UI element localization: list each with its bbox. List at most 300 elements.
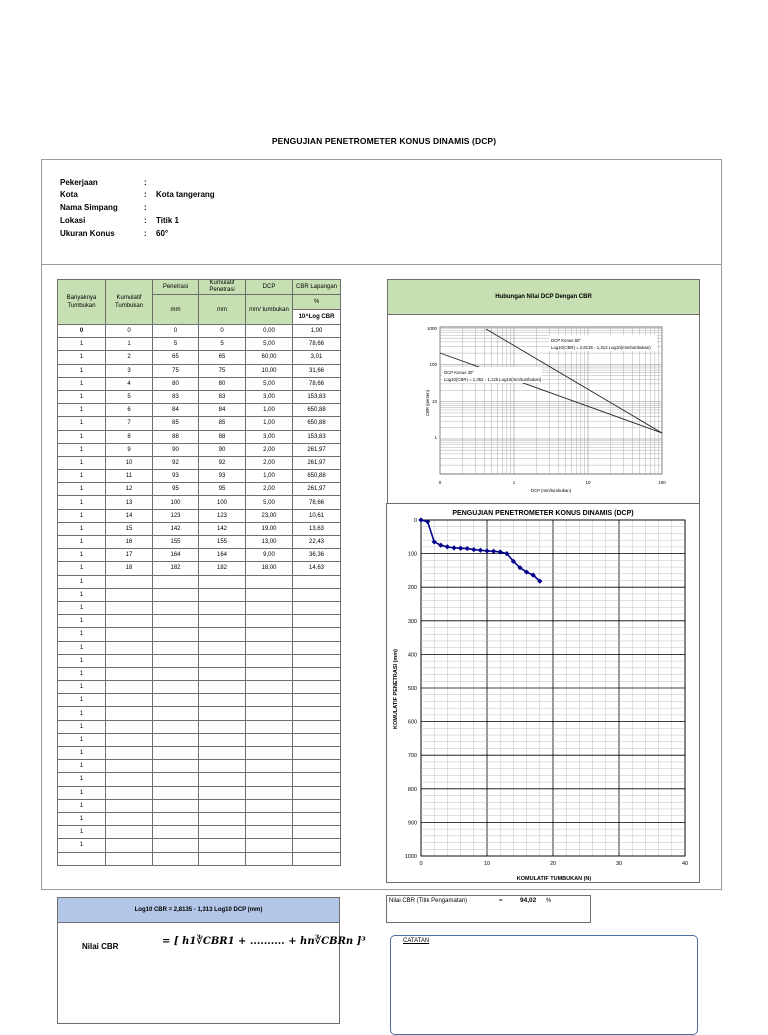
table-cell: 18: [106, 562, 153, 575]
table-cell: [106, 812, 153, 825]
table-cell: 0: [58, 325, 106, 338]
project-info-box: [41, 159, 722, 265]
table-cell: 1: [58, 377, 106, 390]
table-row: [58, 615, 341, 628]
table-cell: [153, 852, 199, 865]
table-cell: 1: [58, 694, 106, 707]
table-cell: [106, 707, 153, 720]
table-cell: 123: [199, 509, 246, 522]
correlation-heading: Hubungan Nilai DCP Dengan CBR: [388, 280, 699, 315]
table-cell: [293, 707, 341, 720]
table-cell: [293, 799, 341, 812]
table-cell: [153, 733, 199, 746]
header-cbr: CBR Lapangan: [293, 280, 341, 295]
table-cell: [199, 588, 246, 601]
x-tick-label: 0: [419, 861, 423, 867]
table-cell: 1: [58, 404, 106, 417]
table-cell: [153, 799, 199, 812]
y-tick-label: 100: [407, 551, 417, 558]
info-label: Kota: [60, 190, 78, 199]
table-cell: 182: [153, 562, 199, 575]
table-cell: 1: [58, 681, 106, 694]
frame-left-line: [41, 265, 42, 890]
table-cell: [199, 628, 246, 641]
table-cell: 182: [199, 562, 246, 575]
table-cell: [106, 588, 153, 601]
table-row: [58, 826, 341, 839]
table-cell: 1: [58, 786, 106, 799]
table-cell: [153, 588, 199, 601]
header-dcp: DCP: [246, 280, 293, 295]
table-cell: 85: [153, 417, 199, 430]
table-cell: 13,00: [246, 536, 293, 549]
cbr-result-value: 94,02: [520, 897, 537, 904]
table-cell: 5: [199, 338, 246, 351]
table-row: [58, 483, 341, 496]
table-cell: [106, 628, 153, 641]
table-cell: [199, 720, 246, 733]
info-colon: :: [144, 178, 147, 187]
table-cell: [199, 667, 246, 680]
table-cell: 1: [58, 812, 106, 825]
table-cell: 164: [153, 549, 199, 562]
table-row: [58, 417, 341, 430]
y-tick-label: 700: [407, 753, 417, 760]
table-cell: 261,97: [293, 483, 341, 496]
table-cell: [199, 799, 246, 812]
table-cell: [246, 720, 293, 733]
table-row: [58, 536, 341, 549]
table-cell: [293, 694, 341, 707]
x-tick-label: 30: [615, 861, 623, 867]
table-cell: [246, 733, 293, 746]
table-cell: [293, 628, 341, 641]
info-colon: :: [144, 190, 147, 199]
table-cell: [199, 786, 246, 799]
table-cell: 142: [199, 522, 246, 535]
table-cell: 1: [58, 707, 106, 720]
table-cell: 93: [199, 470, 246, 483]
table-cell: 1: [106, 338, 153, 351]
table-cell: [153, 773, 199, 786]
table-cell: [246, 654, 293, 667]
table-row: [58, 628, 341, 641]
header-banyaknya: Banyaknya Tumbukan: [58, 280, 106, 325]
table-cell: 5: [153, 338, 199, 351]
corr-y-label: CBR (persen): [425, 389, 430, 417]
corr-y-tick: 1000: [426, 326, 437, 331]
table-row: [58, 562, 341, 575]
table-cell: [153, 641, 199, 654]
table-cell: [106, 773, 153, 786]
table-cell: [246, 747, 293, 760]
table-cell: 155: [199, 536, 246, 549]
corr-y-tick: 100: [429, 362, 437, 367]
y-tick-label: 800: [407, 786, 417, 793]
table-cell: 92: [199, 456, 246, 469]
corr-y-tick: 1: [434, 435, 437, 440]
table-cell: 1: [58, 601, 106, 614]
table-cell: 2,00: [246, 456, 293, 469]
table-row: [58, 404, 341, 417]
table-cell: [293, 615, 341, 628]
table-cell: 155: [153, 536, 199, 549]
table-cell: [293, 733, 341, 746]
table-cell: [246, 601, 293, 614]
cone-30-equation: Log10(CBR) = 1,352 - 1,125 Log10(mm/tumbukan): [444, 377, 542, 382]
table-cell: [246, 628, 293, 641]
table-row: [58, 522, 341, 535]
correlation-chart: [388, 315, 699, 511]
table-row: [58, 456, 341, 469]
table-cell: [246, 839, 293, 852]
table-cell: 153,83: [293, 390, 341, 403]
table-cell: 22,43: [293, 536, 341, 549]
table-row: [58, 852, 341, 865]
table-cell: 14,63: [293, 562, 341, 575]
table-row: [58, 338, 341, 351]
table-row: [58, 694, 341, 707]
header-kum-penetrasi-unit: mm: [199, 295, 246, 325]
table-cell: [153, 786, 199, 799]
table-row: [58, 641, 341, 654]
table-cell: 80: [199, 377, 246, 390]
table-cell: [293, 839, 341, 852]
table-cell: 8: [106, 430, 153, 443]
table-row: [58, 681, 341, 694]
table-cell: [246, 786, 293, 799]
table-row: [58, 377, 341, 390]
table-cell: 85: [199, 417, 246, 430]
table-cell: 1: [58, 615, 106, 628]
table-cell: [106, 681, 153, 694]
table-cell: 5,00: [246, 496, 293, 509]
table-row: [58, 773, 341, 786]
notes-title: CATATAN: [403, 938, 430, 944]
table-cell: 88: [153, 430, 199, 443]
cbr-result-equals: =: [499, 898, 503, 904]
table-cell: 12: [106, 483, 153, 496]
table-cell: 78,66: [293, 338, 341, 351]
table-cell: 123: [153, 509, 199, 522]
penetration-chart-panel: [386, 503, 700, 883]
info-colon: :: [144, 203, 147, 212]
table-cell: 0: [199, 325, 246, 338]
table-cell: 88: [199, 430, 246, 443]
table-cell: [199, 575, 246, 588]
info-value: Titik 1: [156, 216, 179, 225]
table-cell: [293, 681, 341, 694]
table-cell: 1: [58, 654, 106, 667]
table-cell: [153, 654, 199, 667]
table-cell: 1: [58, 760, 106, 773]
table-cell: [199, 760, 246, 773]
table-cell: 10,00: [246, 364, 293, 377]
table-cell: [293, 641, 341, 654]
table-cell: 17: [106, 549, 153, 562]
table-cell: [293, 812, 341, 825]
table-cell: [293, 760, 341, 773]
info-label: Ukuran Konus: [60, 229, 115, 238]
cbr-result-box: [386, 895, 591, 923]
table-cell: 65: [153, 351, 199, 364]
table-cell: 153,83: [293, 430, 341, 443]
table-cell: 1: [58, 364, 106, 377]
cone-60-equation: Log10(CBR) = 2,8135 - 1,313 Log10(mm/tumbukan): [551, 345, 651, 350]
table-cell: [246, 826, 293, 839]
table-row: [58, 707, 341, 720]
info-colon: :: [144, 229, 147, 238]
table-cell: 1: [58, 641, 106, 654]
header-penetrasi-unit: mm: [153, 295, 199, 325]
table-cell: [199, 694, 246, 707]
table-cell: [199, 681, 246, 694]
table-cell: 1: [58, 839, 106, 852]
table-cell: [246, 852, 293, 865]
table-cell: [246, 760, 293, 773]
table-cell: 650,88: [293, 404, 341, 417]
table-cell: [153, 575, 199, 588]
table-row: [58, 496, 341, 509]
table-cell: [153, 601, 199, 614]
table-cell: [293, 773, 341, 786]
table-cell: [106, 747, 153, 760]
table-row: [58, 720, 341, 733]
table-cell: 23,00: [246, 509, 293, 522]
table-cell: 84: [153, 404, 199, 417]
table-row: [58, 654, 341, 667]
table-cell: 1: [58, 338, 106, 351]
table-cell: 14: [106, 509, 153, 522]
table-cell: 31,66: [293, 364, 341, 377]
notes-box: [390, 935, 698, 1035]
table-cell: [293, 654, 341, 667]
table-cell: [153, 826, 199, 839]
table-cell: [293, 588, 341, 601]
table-cell: 0: [106, 325, 153, 338]
dcp-cbr-correlation-panel: [387, 279, 700, 511]
table-cell: 1: [58, 628, 106, 641]
table-row: [58, 549, 341, 562]
table-cell: [293, 667, 341, 680]
info-value: Kota tangerang: [156, 190, 215, 199]
cbr-formula-box: [57, 897, 366, 1024]
table-cell: [199, 615, 246, 628]
frame-bottom-line: [41, 889, 722, 890]
table-cell: [106, 615, 153, 628]
table-cell: 93: [153, 470, 199, 483]
table-cell: [153, 681, 199, 694]
table-cell: 1: [58, 417, 106, 430]
table-cell: 650,88: [293, 470, 341, 483]
y-tick-label: 400: [407, 652, 417, 659]
y-tick-label: 500: [407, 686, 417, 692]
table-cell: 3,00: [246, 390, 293, 403]
table-cell: [106, 641, 153, 654]
table-cell: 15: [106, 522, 153, 535]
table-cell: 19,00: [246, 522, 293, 535]
table-cell: 80: [153, 377, 199, 390]
table-cell: 1: [58, 720, 106, 733]
table-cell: [246, 707, 293, 720]
table-cell: [293, 575, 341, 588]
table-cell: 650,88: [293, 417, 341, 430]
table-cell: [58, 852, 106, 865]
table-row: [58, 601, 341, 614]
table-cell: 60,00: [246, 351, 293, 364]
table-cell: 5: [106, 390, 153, 403]
table-cell: 1,00: [246, 417, 293, 430]
table-cell: [293, 852, 341, 865]
table-cell: [199, 826, 246, 839]
table-cell: 2,00: [246, 483, 293, 496]
table-row: [58, 839, 341, 852]
table-cell: [246, 694, 293, 707]
header-cbr-pct: %: [293, 295, 341, 310]
table-row: [58, 470, 341, 483]
corr-x-tick: 1: [512, 480, 516, 485]
penetration-chart: [387, 504, 699, 882]
table-cell: 1: [58, 733, 106, 746]
table-cell: [199, 733, 246, 746]
table-row: [58, 667, 341, 680]
table-cell: 2,00: [246, 443, 293, 456]
cone-60-title: DCP Konus 60°: [551, 338, 582, 343]
table-cell: 0,00: [246, 325, 293, 338]
table-row: [58, 575, 341, 588]
table-cell: [153, 747, 199, 760]
table-cell: [246, 812, 293, 825]
table-cell: 78,66: [293, 496, 341, 509]
table-cell: [246, 641, 293, 654]
table-cell: 100: [153, 496, 199, 509]
table-cell: 1: [58, 430, 106, 443]
formula-lhs: Nilai CBR: [82, 942, 119, 951]
table-cell: 3,01: [293, 351, 341, 364]
table-cell: 1: [58, 536, 106, 549]
table-row: [58, 747, 341, 760]
corr-x-tick: 100: [658, 480, 666, 485]
table-cell: [153, 694, 199, 707]
table-cell: 1: [58, 826, 106, 839]
formula-rhs: = [ h1∛CBR1 + .......... + hn∛CBRn ]³: [162, 936, 366, 947]
table-cell: 13: [106, 496, 153, 509]
table-cell: [199, 654, 246, 667]
info-label: Nama Simpang: [60, 203, 118, 212]
table-cell: 83: [199, 390, 246, 403]
table-cell: [246, 667, 293, 680]
table-cell: [293, 747, 341, 760]
table-cell: [153, 760, 199, 773]
header-cbr-formula: 10^Log CBR: [293, 310, 341, 325]
table-cell: [293, 601, 341, 614]
table-cell: 7: [106, 417, 153, 430]
info-colon: :: [144, 216, 147, 225]
table-cell: [153, 812, 199, 825]
table-cell: [106, 852, 153, 865]
cbr-result-label: Nilai CBR (Titik Pengamatan): [389, 898, 468, 904]
table-cell: 3,00: [246, 430, 293, 443]
table-cell: [106, 786, 153, 799]
header-penetrasi: Penetrasi: [153, 280, 199, 295]
table-cell: [106, 826, 153, 839]
table-cell: [293, 720, 341, 733]
table-cell: 83: [153, 390, 199, 403]
table-cell: 1: [58, 351, 106, 364]
table-cell: [106, 799, 153, 812]
formula-heading: Log10 CBR = 2,8135 - 1,313 Log10 DCP (mm): [58, 898, 339, 923]
table-cell: [106, 839, 153, 852]
x-axis-label: KOMULATIF TUMBUKAN (N): [516, 876, 592, 882]
table-cell: 1: [58, 562, 106, 575]
table-row: [58, 799, 341, 812]
table-row: [58, 325, 341, 338]
y-tick-label: 0: [413, 518, 417, 524]
table-row: [58, 786, 341, 799]
table-cell: [293, 826, 341, 839]
table-cell: 5,00: [246, 377, 293, 390]
cbr-result-unit: %: [546, 898, 552, 904]
table-cell: 95: [199, 483, 246, 496]
table-cell: 84: [199, 404, 246, 417]
page-title: PENGUJIAN PENETROMETER KONUS DINAMIS (DCP): [271, 136, 497, 146]
table-cell: [199, 707, 246, 720]
table-cell: 1: [58, 390, 106, 403]
table-cell: [106, 760, 153, 773]
table-cell: 1: [58, 747, 106, 760]
table-cell: 1: [58, 483, 106, 496]
header-kum-penetrasi: Kumulatif Penetrasi: [199, 280, 246, 295]
table-cell: 10: [106, 456, 153, 469]
table-cell: 75: [199, 364, 246, 377]
table-cell: 9,00: [246, 549, 293, 562]
info-label: Lokasi: [60, 216, 86, 225]
table-cell: 9: [106, 443, 153, 456]
table-cell: [199, 773, 246, 786]
table-cell: 10,61: [293, 509, 341, 522]
table-cell: [199, 812, 246, 825]
table-cell: [246, 773, 293, 786]
table-cell: [246, 681, 293, 694]
corr-x-tick: 0: [438, 480, 442, 485]
table-row: [58, 430, 341, 443]
table-cell: [246, 615, 293, 628]
table-cell: 90: [153, 443, 199, 456]
x-tick-label: 20: [549, 861, 557, 867]
y-tick-label: 1000: [404, 854, 417, 860]
table-cell: [153, 707, 199, 720]
table-cell: 1: [58, 443, 106, 456]
table-cell: 1,00: [293, 325, 341, 338]
table-cell: [153, 628, 199, 641]
table-cell: [199, 747, 246, 760]
table-header-row: [58, 280, 341, 295]
cone-30-title: DCP Konus 30°: [444, 370, 475, 375]
table-cell: [153, 839, 199, 852]
table-row: [58, 509, 341, 522]
frame-right-line: [721, 265, 722, 890]
y-axis-label: KOMULATIF PENETRASI (mm): [393, 649, 399, 729]
table-cell: [246, 588, 293, 601]
table-cell: 5,00: [246, 338, 293, 351]
table-cell: 1: [58, 470, 106, 483]
table-row: [58, 760, 341, 773]
table-cell: 2: [106, 351, 153, 364]
table-cell: 11: [106, 470, 153, 483]
corr-y-tick: 10: [431, 399, 437, 404]
table-cell: [199, 641, 246, 654]
table-row: [58, 364, 341, 377]
